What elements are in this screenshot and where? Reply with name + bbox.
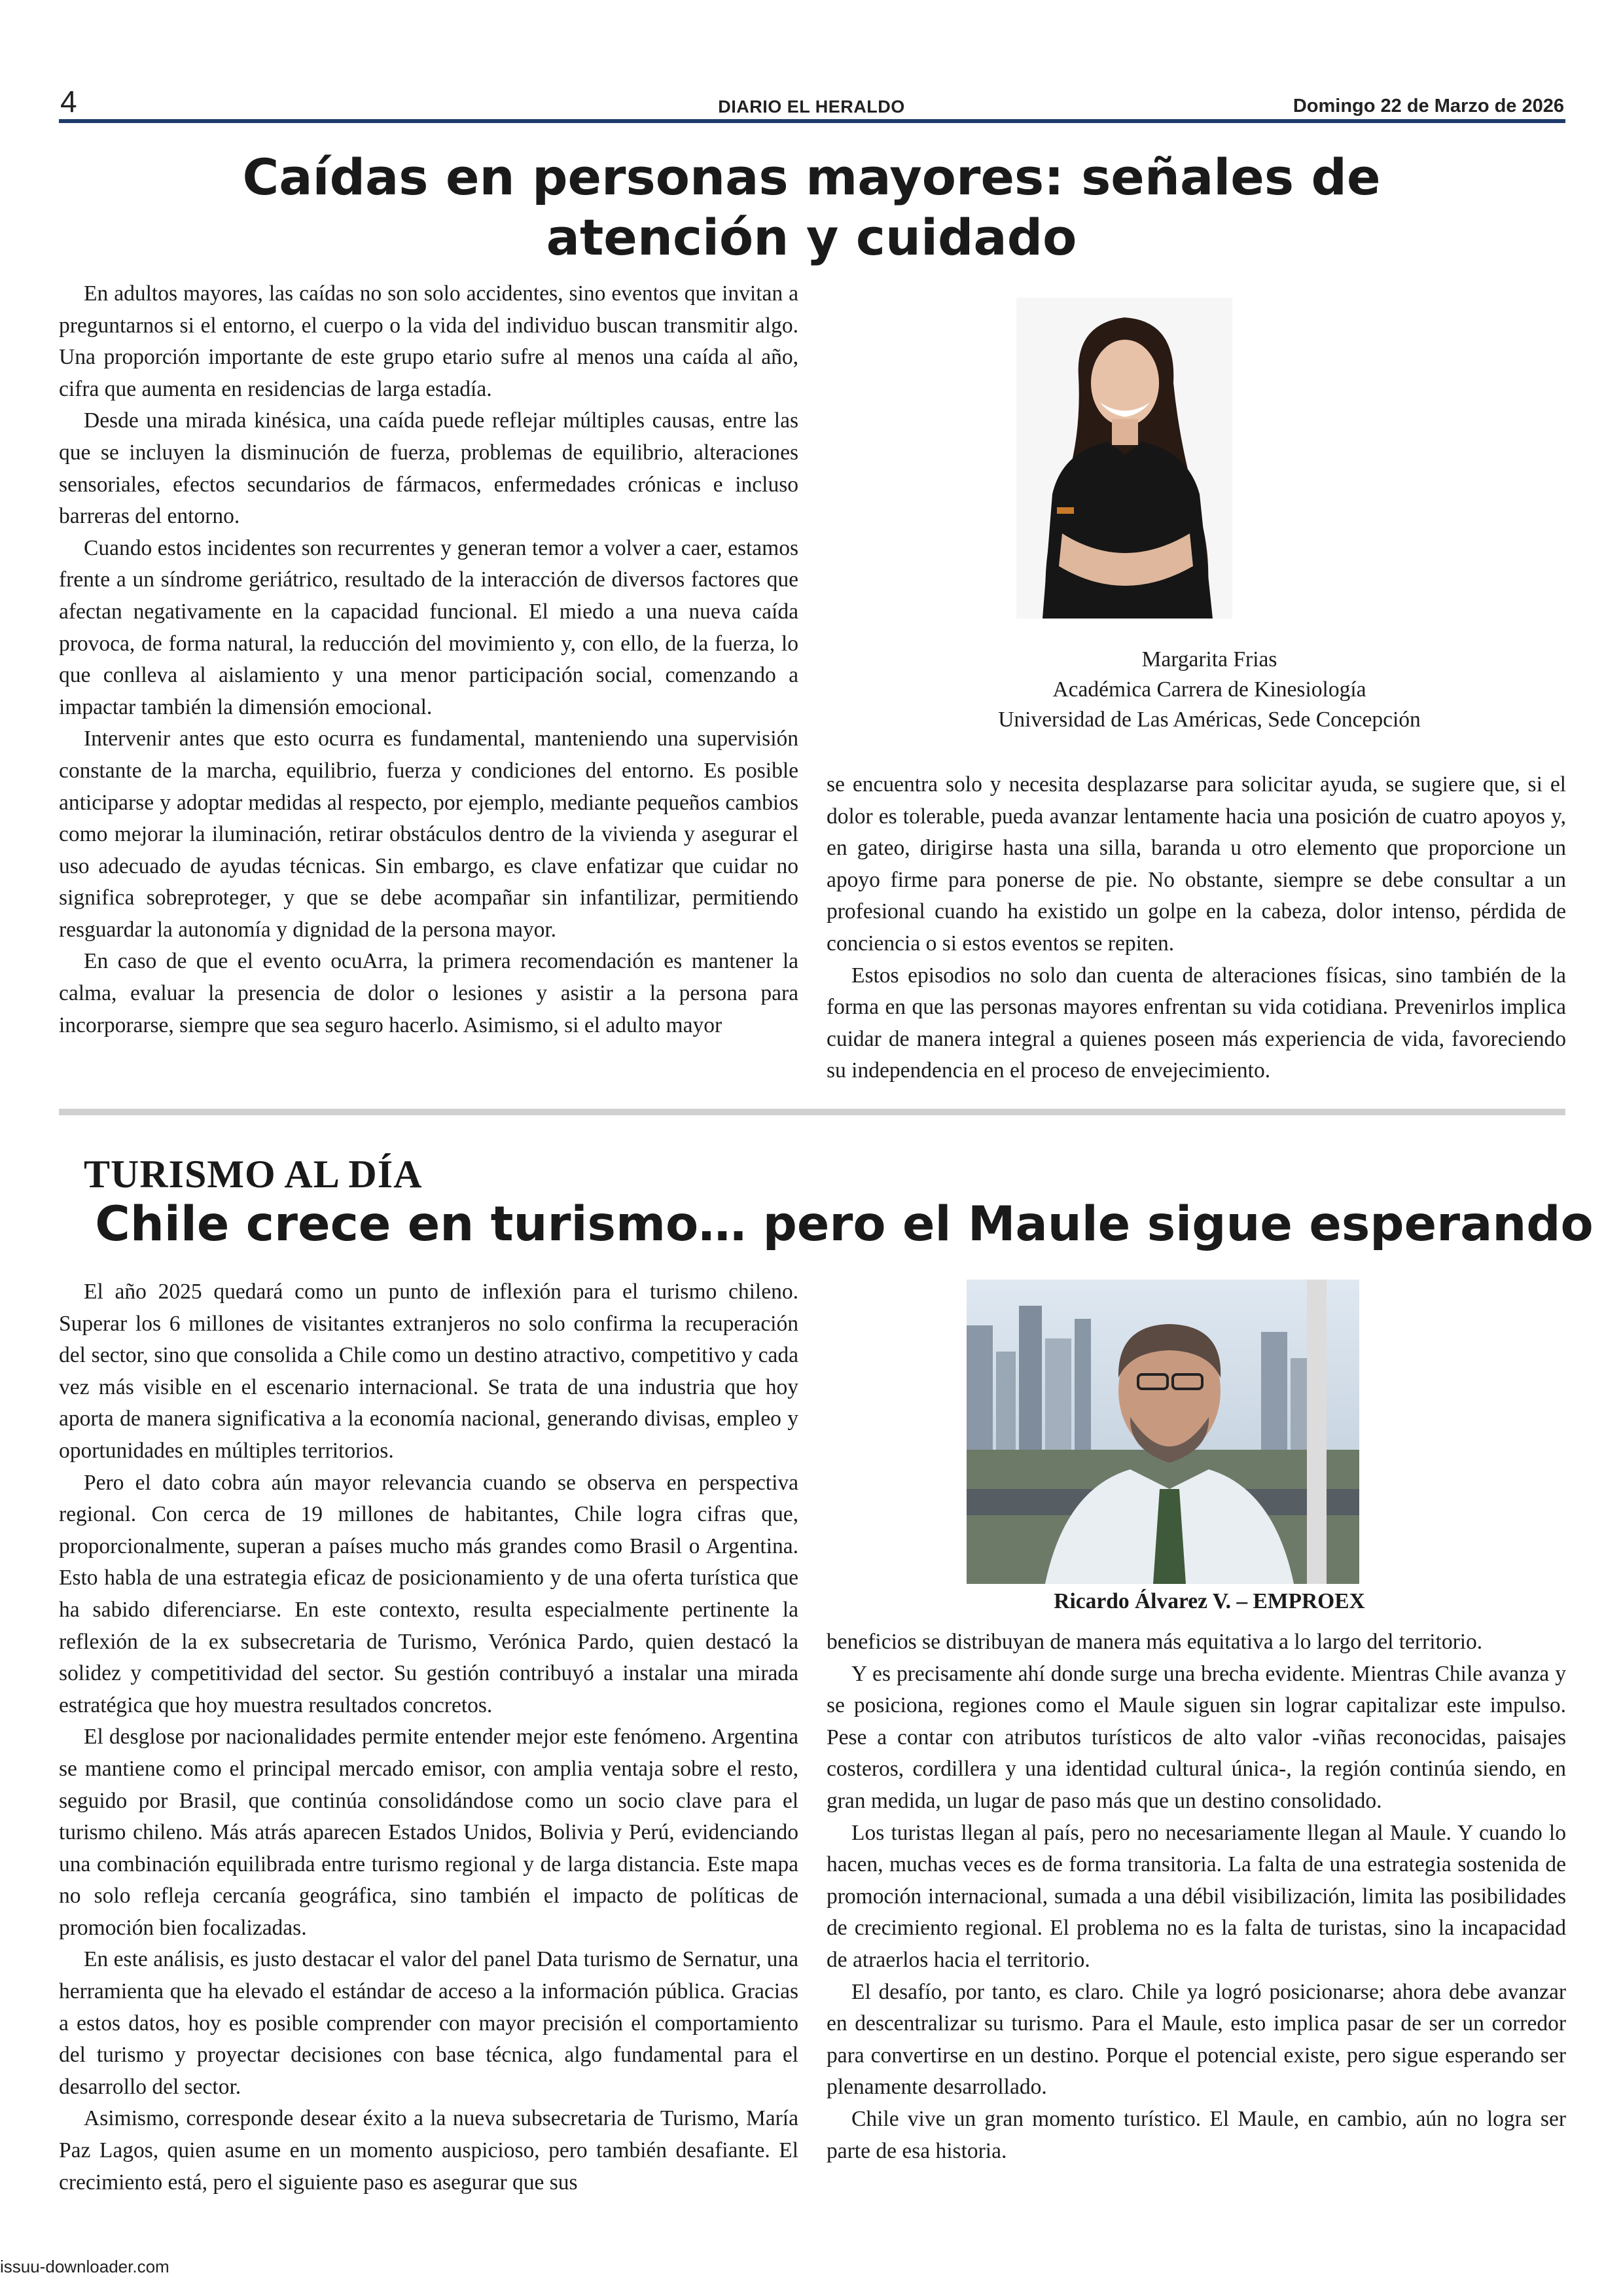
article1-paragraph: En adultos mayores, las caídas no son solo accidentes, sino eventos que invitan a preguntarnos si el entorno, el cuerpo o la vida del individuo buscan transmitir algo. Una proporción importante de este grupo etario sufre al menos una caída al año, cifra que aumenta en residencias de larga estadía. bbox=[59, 281, 798, 401]
article1-left-column bbox=[59, 278, 798, 1041]
article2-paragraph: En este análisis, es justo destacar el valor del panel Data turismo de Sernatur, una herramienta que ha elevado el estándar de acceso a la información pública. Gracias a estos datos, hoy es posible comprender con mayor precisión el comportamiento del turismo y proyectar decisiones con base técnica, algo fundamental para el desarrollo del sector. bbox=[59, 1947, 798, 2099]
article1-paragraph: Desde una mirada kinésica, una caída puede reflejar múltiples causas, entre las que se incluyen la disminución de fuerza, problemas de equilibrio, alteraciones sensoriales, efectos secundarios de fármacos, enfermedades crónicas e incluso barreras del entorno. bbox=[59, 408, 798, 529]
article2-paragraph: El desglose por nacionalidades permite entender mejor este fenómeno. Argentina se mantiene como el principal mercado emisor, con amplia ventaja sobre el resto, seguido por Brasil, que continúa consolidándose como un socio clave para el turismo chileno. Más atrás aparecen Estados Unidos, Bolivia y Perú, evidenciando una combinación equilibrada entre turismo regional y de larga distancia. Este mapa no solo refleja cercanía geográfica, sino también el impacto de políticas de promoción bien focalizadas. bbox=[59, 1725, 798, 1940]
article-separator bbox=[59, 1109, 1565, 1115]
section-heading: TURISMO AL DÍA bbox=[84, 1153, 423, 1196]
article1-author-caption bbox=[827, 645, 1592, 735]
article2-paragraph: beneficios se distribuyan de manera más equitativa a lo largo del territorio. bbox=[827, 1630, 1483, 1654]
article2-left-column bbox=[59, 1276, 798, 2198]
article1-paragraph: Cuando estos incidentes son recurrentes y generan temor a volver a caer, estamos frente a un síndrome geriátrico, resultado de la interacción de diversos factores que afectan negativamente en la capacidad funcional. El miedo a una nueva caída provoca, de forma natural, la reducción del movimiento y, con ello, de la fuerza, lo que conlleva al aislamiento y una menor participación social, comenzando a impactar también la dimensión emocional. bbox=[59, 535, 798, 719]
article2-paragraph: Asimismo, corresponde desear éxito a la nueva subsecretaria de Turismo, María Paz Lagos, quien asume en un momento auspicioso, pero también desafiante. El crecimiento está, pero el siguiente paso es asegurar que sus bbox=[59, 2106, 798, 2195]
watermark-link[interactable]: issuu-downloader.com bbox=[0, 2257, 169, 2276]
article1-title-line1: Caídas en personas mayores: señales de bbox=[242, 148, 1381, 206]
article2-title: Chile crece en turismo… pero el Maule sigue esperando bbox=[95, 1196, 1594, 1252]
article1-paragraph: Estos episodios no solo dan cuenta de alteraciones físicas, sino también de la forma en que las personas mayores enfrentan su vida cotidiana. Prevenirlos implica cuidar de manera integral a quienes poseen más experiencia de vida, favoreciendo su independencia en el proceso de envejecimiento. bbox=[827, 963, 1566, 1083]
author-name: Margarita Frias bbox=[1141, 647, 1277, 672]
article2-paragraph: El desafío, por tanto, es claro. Chile ya logró posicionarse; ahora debe avanzar en descentralizar su turismo. Para el Maule, esto implica pasar de ser un corredor para convertirse en un destino. Porque el potencial existe, pero sigue esperando ser plenamente desarrollado. bbox=[827, 1979, 1566, 2100]
article1-paragraph: En caso de que el evento ocuArra, la primera recomendación es mantener la calma, evaluar la presencia de dolor o lesiones y asistir a la persona para incorporarse, siempre que sea seguro hacerlo. Asimismo, si el adulto mayor bbox=[59, 949, 798, 1037]
header-rule bbox=[59, 119, 1565, 123]
page-number: 4 bbox=[60, 84, 77, 118]
portrait-illustration bbox=[1016, 298, 1232, 619]
article2-paragraph: Y es precisamente ahí donde surge una brecha evidente. Mientras Chile avanza y se posiciona, regiones como el Maule siguen sin lograr capitalizar este impulso. Pese a contar con atributos turísticos de alto valor -viñas reconocidas, paisajes costeros, cordillera y una identidad cultural única-, la región continúa siendo, en gran medida, un lugar de paso más que un destino consolidado. bbox=[827, 1661, 1566, 1813]
author-photo-margarita bbox=[1016, 298, 1232, 619]
portrait-illustration bbox=[967, 1280, 1359, 1584]
article2-right-column bbox=[827, 1626, 1566, 2167]
article1-paragraph: Intervenir antes que esto ocurra es fundamental, manteniendo una supervisión constante de la marcha, equilibrio, fuerza y condiciones del entorno. Es posible anticiparse y adoptar medidas al respecto, por ejemplo, mediante pequeños cambios como mejorar la iluminación, retirar obstáculos dentro de la vivienda y asegurar el uso adecuado de ayudas técnicas. Sin embargo, es clave enfatizar que cuidar no significa sobreproteger, y que se debe acompañar sin infantilizar, permitiendo resguardar la autonomía y dignidad de la persona mayor. bbox=[59, 726, 798, 942]
newspaper-name: DIARIO EL HERALDO bbox=[718, 97, 905, 117]
author-photo-ricardo bbox=[967, 1280, 1359, 1584]
article1-title bbox=[0, 147, 1623, 268]
author-institution: Universidad de Las Américas, Sede Concepción bbox=[998, 708, 1421, 732]
article2-paragraph: Los turistas llegan al país, pero no necesariamente llegan al Maule. Y cuando lo hacen, muchas veces es de forma transitoria. La falta de una estrategia sostenida de promoción internacional, sumada a una débil visibilización, limita las posibilidades de crecimiento regional. El problema no es la falta de turistas, sino la incapacidad de atraerlos hacia el territorio. bbox=[827, 1820, 1566, 1972]
author-role: Académica Carrera de Kinesiología bbox=[1052, 677, 1366, 702]
article2-author-caption: Ricardo Álvarez V. – EMPROEX bbox=[1054, 1589, 1365, 1613]
issue-date: Domingo 22 de Marzo de 2026 bbox=[1293, 96, 1564, 117]
article1-paragraph: se encuentra solo y necesita desplazarse para solicitar ayuda, se sugiere que, si el dolor es tolerable, pueda avanzar lentamente hacia una posición de cuatro apoyos y, en gateo, dirigirse hasta una silla, baranda u otro elemento que proporcione un apoyo firme para ponerse de pie. No obstante, siempre se debe consultar a un profesional cuando ha existido un golpe en la cabeza, dolor intenso, pérdida de conciencia o si estos eventos se repiten. bbox=[827, 772, 1566, 956]
article2-paragraph: El año 2025 quedará como un punto de inflexión para el turismo chileno. Superar los 6 millones de visitantes extranjeros no solo confirma la recuperación del sector, sino que consolida a Chile como un destino atractivo, competitivo y cada vez más visible en el escenario internacional. Se trata de una industria que hoy aporta de manera significativa a la economía nacional, generando divisas, empleo y oportunidades en múltiples territorios. bbox=[59, 1280, 798, 1463]
article2-paragraph: Chile vive un gran momento turístico. El Maule, en cambio, aún no logra ser parte de esa historia. bbox=[827, 2106, 1566, 2163]
article1-title-line2: atención y cuidado bbox=[546, 208, 1077, 266]
article1-right-column bbox=[827, 769, 1566, 1087]
article2-paragraph: Pero el dato cobra aún mayor relevancia cuando se observa en perspectiva regional. Con cerca de 19 millones de habitantes, Chile logra cifras que, proporcionalmente, superan a países mucho más grandes como Brasil o Argentina. Esto habla de una estrategia eficaz de posicionamiento y de una oferta turística que ha sabido diferenciarse. En este contexto, resulta especialmente pertinente la reflexión de la ex subsecretaria de Turismo, Verónica Pardo, quien destacó la solidez y competitividad del sector. Su gestión contribuyó a instalar una mirada estratégica que hoy muestra resultados concretos. bbox=[59, 1470, 798, 1717]
